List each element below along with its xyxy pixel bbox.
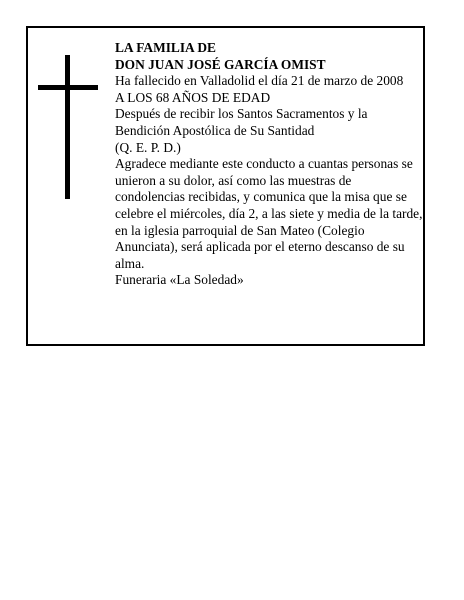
heading-line-2: DON JUAN JOSÉ GARCÍA OMIST (115, 56, 326, 72)
heading-line-1: LA FAMILIA DE (115, 40, 216, 55)
cross-horizontal-bar (38, 85, 98, 90)
age-line: A LOS 68 AÑOS DE EDAD (115, 89, 271, 105)
sacraments-line: Después de recibir los Santos Sacramentos y la Bendición Apostólica de Su Santidad (115, 106, 368, 138)
obituary-notice (26, 26, 425, 346)
message-paragraph: Agradece mediante este conducto a cuantas personas se unieron a su dolor, así como las muestras de condolencias recibidas, y comunica que la misa que se celebre el miércoles, día 2, a las siete y media de la tarde, en la iglesia parroquial de San Mateo (Colegio Anunciata), será aplicada por el eterno descanso de su alma. (115, 156, 423, 271)
notice-text (115, 40, 423, 289)
cross-icon (38, 55, 98, 199)
death-info: Ha fallecido en Valladolid el día 21 de marzo de 2008 (115, 73, 404, 89)
funeral-home: Funeraria «La Soledad» (115, 272, 244, 288)
rip-line: (Q. E. P. D.) (115, 139, 181, 155)
cross-vertical-bar (65, 55, 70, 199)
